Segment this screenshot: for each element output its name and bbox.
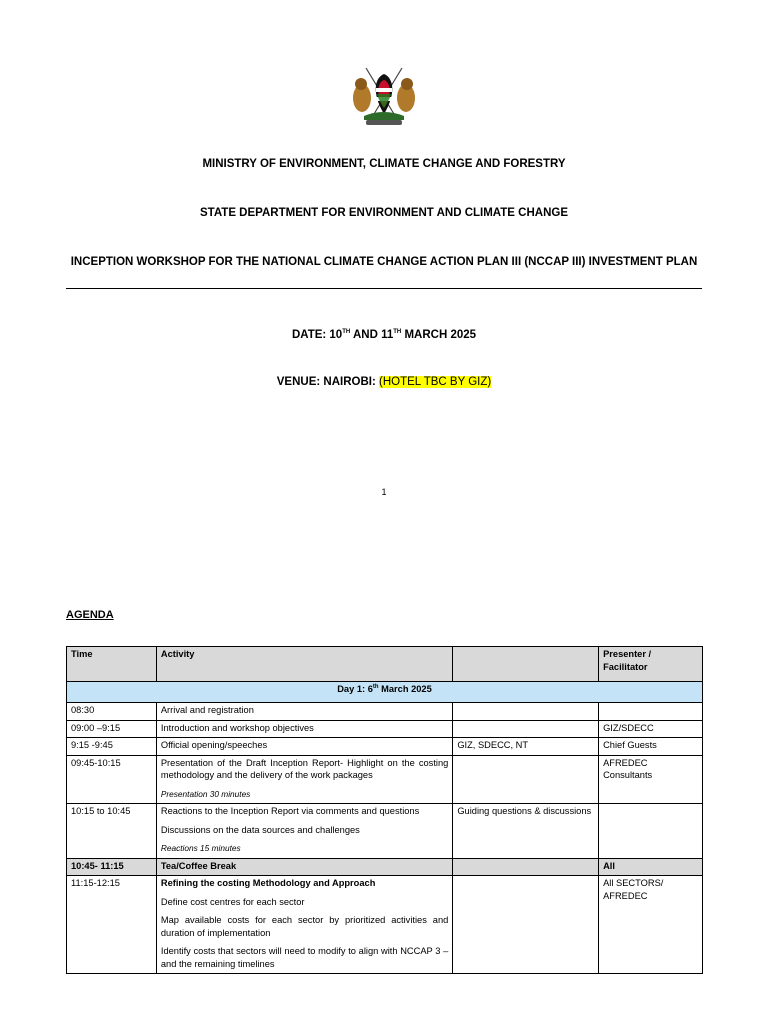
column-header: Activity — [156, 647, 452, 682]
workshop-title: INCEPTION WORKSHOP FOR THE NATIONAL CLIMATE CHANGE ACTION PLAN III (NCCAP III) INVESTMENT PLAN — [70, 256, 698, 268]
column-header: Time — [67, 647, 157, 682]
venue-highlight: (HOTEL TBC BY GIZ) — [378, 376, 492, 388]
table-row — [67, 876, 703, 974]
column-header — [453, 647, 599, 682]
presenter-cell — [599, 703, 703, 721]
time-cell: 11:15-12:15 — [67, 876, 157, 974]
notes-cell: GIZ, SDECC, NT — [453, 738, 599, 756]
page-number: 1 — [381, 487, 387, 497]
activity-text: Map available costs for each sector by prioritized activities and duration of implementation — [160, 915, 449, 938]
activity-cell — [156, 804, 452, 859]
activity-cell: Introduction and workshop objectives — [156, 720, 452, 738]
notes-cell: Guiding questions & discussions — [453, 804, 599, 859]
table-row — [67, 738, 703, 756]
table-row — [67, 755, 703, 804]
presenter-cell: Chief Guests — [599, 738, 703, 756]
time-cell: 10:45- 11:15 — [67, 858, 157, 876]
column-header: Presenter / Facilitator — [599, 647, 703, 682]
notes-cell — [453, 755, 599, 804]
activity-cell: Arrival and registration — [156, 703, 452, 721]
presenter-cell: AFREDEC Consultants — [599, 755, 703, 804]
time-cell: 09:45-10:15 — [67, 755, 157, 804]
kenya-coat-of-arms — [350, 64, 418, 128]
table-row — [67, 703, 703, 721]
time-cell: 09:00 –9:15 — [67, 720, 157, 738]
day-header-row — [67, 682, 703, 703]
workshop-date: DATE: 10TH AND 11TH MARCH 2025 — [291, 329, 477, 341]
ministry-heading: MINISTRY OF ENVIRONMENT, CLIMATE CHANGE AND FORESTRY — [202, 158, 566, 170]
notes-cell — [453, 858, 599, 876]
activity-cell: Tea/Coffee Break — [156, 858, 452, 876]
workshop-venue: VENUE: NAIROBI: (HOTEL TBC BY GIZ) — [276, 376, 492, 388]
time-cell: 10:15 to 10:45 — [67, 804, 157, 859]
notes-cell — [453, 703, 599, 721]
day-label: Day 1: 6th March 2025 — [67, 682, 703, 703]
time-cell: 08:30 — [67, 703, 157, 721]
time-cell: 9:15 -9:45 — [67, 738, 157, 756]
activity-cell: Official opening/speeches — [156, 738, 452, 756]
table-header-row — [67, 647, 703, 682]
presenter-cell: GIZ/SDECC — [599, 720, 703, 738]
activity-cell — [156, 876, 452, 974]
state-department-heading: STATE DEPARTMENT FOR ENVIRONMENT AND CLIMATE CHANGE — [200, 207, 568, 219]
notes-cell — [453, 876, 599, 974]
table-row — [67, 804, 703, 859]
activity-text: Reactions to the Inception Report via comments and questions — [160, 806, 420, 816]
table-row — [67, 720, 703, 738]
presenter-cell: All — [599, 858, 703, 876]
presenter-cell: All SECTORS/ AFREDEC — [599, 876, 703, 974]
agenda-title: AGENDA — [66, 609, 114, 621]
activity-text: Define cost centres for each sector — [160, 896, 305, 907]
activity-cell — [156, 755, 452, 804]
activity-text: Refining the costing Methodology and Approach — [160, 878, 376, 888]
title-divider — [66, 288, 702, 289]
activity-text: Discussions on the data sources and challenges — [160, 824, 360, 835]
presenter-cell — [599, 804, 703, 859]
duration-note: Presentation 30 minutes — [160, 788, 251, 799]
notes-cell — [453, 720, 599, 738]
agenda-table — [66, 646, 703, 974]
activity-text: Presentation of the Draft Inception Report- Highlight on the costing methodology and the delivery of the work packages — [160, 757, 449, 780]
duration-note: Reactions 15 minutes — [160, 843, 241, 853]
activity-text: Identify costs that sectors will need to modify to align with NCCAP 3 – and the remaining timelines — [160, 946, 449, 969]
break-row — [67, 858, 703, 876]
